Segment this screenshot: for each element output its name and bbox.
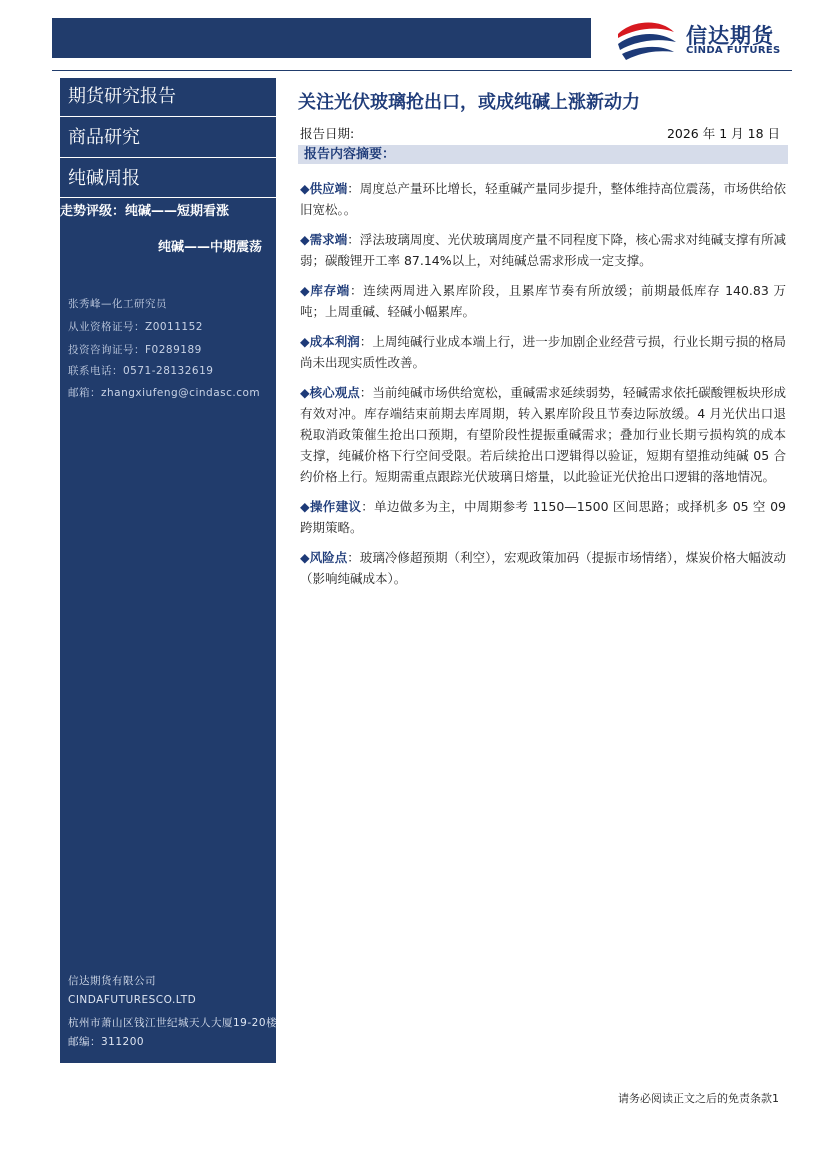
- sidebar-divider: [60, 157, 276, 158]
- product: 纯碱周报: [68, 168, 140, 189]
- summary-heading: 报告内容摘要：: [298, 145, 788, 164]
- category: 商品研究: [68, 127, 140, 148]
- date-value: 2026 年 1 月 18 日: [666, 126, 780, 141]
- sidebar-divider: [60, 197, 276, 198]
- company-logo: [612, 16, 802, 62]
- analyst-advisor-cert: 投资咨询证号：F0289189: [68, 344, 202, 356]
- point-text: ：上周纯碱行业成本端上行，进一步加剧企业经营亏损，行业长期亏损的格局尚未出现实质性改善。: [300, 334, 786, 370]
- point-text: ：周度总产量环比增长，轻重碱产量同步提升，整体维持高位震荡，市场供给依旧宽松。。: [300, 181, 786, 217]
- point-text: ：单边做多为主，中周期参考 1150—1500 区间思路；或择机多 05 空 09 跨期策略。: [300, 499, 786, 535]
- analyst-phone: 联系电话：0571-28132619: [68, 365, 214, 377]
- point-text: ：当前纯碱市场供给宽松，重碱需求延续弱势，轻碱需求依托碳酸锂板块形成有效对冲。库存端结束前期去库周期，转入累库阶段且节奏边际放缓。4 月光伏出口退税取消政策催生抢出口预期，有望阶段性提振重碱需求；叠加行业长期亏损构筑的成本支撑，纯碱价格下行空间受限。若后续抢出口逻辑得以验证，短期有望推动纯碱 05 合约价格上行。短期需重点跟踪光伏玻璃日熔量，以此验证光伏抢出口逻辑的落地情况。: [300, 385, 786, 484]
- company-address: 杭州市萧山区钱江世纪城天人大厦19-20楼: [68, 1017, 278, 1029]
- point-key: ◆库存端: [300, 283, 351, 298]
- point-key: ◆核心观点: [300, 385, 360, 400]
- point-inventory: [300, 280, 786, 322]
- analyst-name: 张秀峰—化工研究员: [68, 298, 167, 310]
- footer-disclaimer: 请务必阅读正文之后的免责条款1: [618, 1092, 779, 1105]
- sidebar-divider: [60, 116, 276, 117]
- rating-short-term: 走势评级：纯碱——短期看涨: [60, 204, 230, 219]
- logo-en-text: CINDA FUTURES: [686, 45, 781, 56]
- analyst-cert: 从业资格证号：Z0011152: [68, 321, 203, 333]
- company-site: CINDAFUTURESCO.LTD: [68, 994, 197, 1006]
- date-label: 报告日期:: [300, 126, 355, 141]
- header-bar: [52, 18, 591, 58]
- point-core-view: [300, 382, 786, 487]
- point-cost-profit: [300, 331, 786, 373]
- point-key: ◆需求端: [300, 232, 348, 247]
- summary-points: [300, 178, 786, 598]
- logo-cn-text: 信达期货: [686, 24, 774, 48]
- point-text: ：连续两周进入累库阶段，且累库节奏有所放缓；前期最低库存 140.83 万吨；上周重碱、轻碱小幅累库。: [300, 283, 787, 319]
- company-postcode: 邮编：311200: [68, 1036, 145, 1048]
- company-name: 信达期货有限公司: [68, 975, 156, 987]
- title-divider: [52, 70, 792, 71]
- point-risk: [300, 547, 786, 589]
- sidebar: [60, 78, 276, 1063]
- point-key: ◆操作建议: [300, 499, 362, 514]
- point-key: ◆成本利润: [300, 334, 360, 349]
- rating-mid-term: 纯碱——中期震荡: [157, 240, 262, 255]
- report-type: 期货研究报告: [68, 86, 176, 107]
- point-strategy: [300, 496, 786, 538]
- point-text: ：浮法玻璃周度、光伏玻璃周度产量不同程度下降，核心需求对纯碱支撑有所减弱；碳酸锂开工率 87.14%以上，对纯碱总需求形成一定支撑。: [300, 232, 786, 268]
- point-text: ：玻璃冷修超预期（利空），宏观政策加码（提振市场情绪），煤炭价格大幅波动（影响纯碱成本）。: [300, 550, 786, 586]
- point-supply: [300, 178, 786, 220]
- analyst-email: 邮箱：zhangxiufeng@cindasc.com: [68, 387, 261, 399]
- point-key: ◆风险点: [300, 550, 348, 565]
- report-headline: 关注光伏玻璃抢出口，或成纯碱上涨新动力: [298, 92, 640, 113]
- point-demand: [300, 229, 786, 271]
- point-key: ◆供应端: [300, 181, 348, 196]
- logo-mark-icon: [612, 16, 682, 62]
